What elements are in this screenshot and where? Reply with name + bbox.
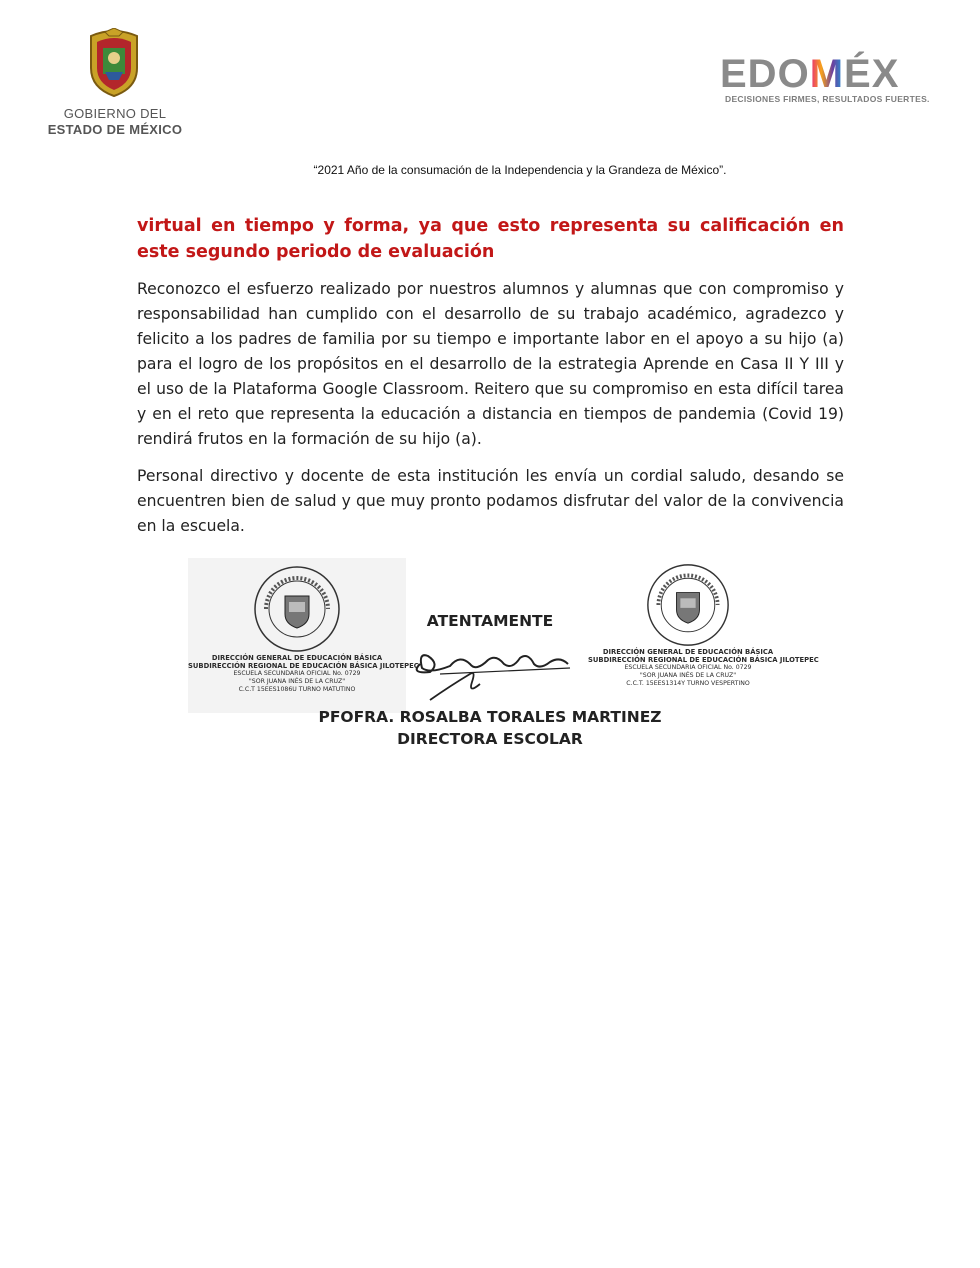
signer-block	[300, 706, 680, 750]
paragraph-greeting: Personal directivo y docente de esta institución les envía un cordial saludo, desando se encuentren bien de salud y que muy pronto podamos disfrutar del valor de la convivencia en la escuela.	[137, 467, 844, 535]
gobierno-line1: GOBIERNO DEL	[63, 106, 167, 121]
stamp-left-line3: ESCUELA SECUNDARIA OFICIAL No. 0729	[233, 670, 361, 677]
edomex-prefix: EDO	[720, 52, 810, 96]
school-stamp-afternoon	[588, 560, 819, 700]
atentamente-heading: ATENTAMENTE	[426, 612, 554, 630]
stamp-right-line1: DIRECCIÓN GENERAL DE EDUCACIÓN BÁSICA	[602, 648, 774, 656]
year-motto: “2021 Año de la consumación de la Independencia y la Grandeza de México”.	[313, 163, 727, 177]
school-stamp-morning	[188, 558, 419, 713]
stamp-left-line1: DIRECCIÓN GENERAL DE EDUCACIÓN BÁSICA	[211, 654, 383, 662]
stamp-right-line3: ESCUELA SECUNDARIA OFICIAL No. 0729	[624, 664, 752, 671]
seal-icon	[645, 562, 731, 648]
letter-body	[137, 213, 844, 551]
intro-red-text: virtual en tiempo y forma, ya que esto representa su calificación en este segundo periodo de evaluación	[137, 216, 844, 262]
stamp-right-line2: SUBDIRECCIÓN REGIONAL DE EDUCACIÓN BÁSICA JILOTEPEC	[588, 656, 819, 664]
signer-title: DIRECTORA ESCOLAR	[397, 730, 583, 748]
edomex-suffix: ÉX	[844, 52, 900, 96]
coat-of-arms-icon	[85, 28, 143, 98]
edomex-slogan: DECISIONES FIRMES, RESULTADOS FUERTES.	[725, 94, 930, 104]
edomex-logo	[720, 52, 960, 112]
stamp-left-line2: SUBDIRECCIÓN REGIONAL DE EDUCACIÓN BÁSICA JILOTEPEC	[188, 662, 419, 670]
signer-name: PFOFRA. ROSALBA TORALES MARTINEZ	[318, 708, 662, 726]
paragraph-acknowledgement: Reconozco el esfuerzo realizado por nuestros alumnos y alumnas que con compromiso y responsabilidad han cumplido con el desarrollo de su trabajo académico, agradezco y felicito a los padres de familia por su tiempo e importante labor en el apoyo a su hijo (a) para el logro de los propósitos en el desarrollo de la estrategia Aprende en Casa II Y III y el uso de la Plataforma Google Classroom. Reitero que su compromiso en esta difícil tarea y en el reto que representa la educación a distancia en tiempos de pandemia (Covid 19) rendirá frutos en la formación de su hijo (a).	[137, 280, 844, 448]
stamp-right-line4: "SOR JUANA INÉS DE LA CRUZ"	[639, 672, 737, 679]
stamp-right-line5: C.C.T. 15EES1314Y TURNO VESPERTINO	[626, 680, 750, 687]
signature-icon	[400, 634, 580, 704]
edomex-wordmark	[720, 52, 899, 96]
edomex-m: M	[809, 52, 845, 96]
stamp-left-line4: "SOR JUANA INÉS DE LA CRUZ"	[248, 678, 346, 685]
gobierno-line2: ESTADO DE MÉXICO	[47, 122, 183, 137]
stamp-left-line5: C.C.T 15EES1086U TURNO MATUTINO	[238, 686, 356, 693]
seal-icon	[252, 564, 342, 654]
